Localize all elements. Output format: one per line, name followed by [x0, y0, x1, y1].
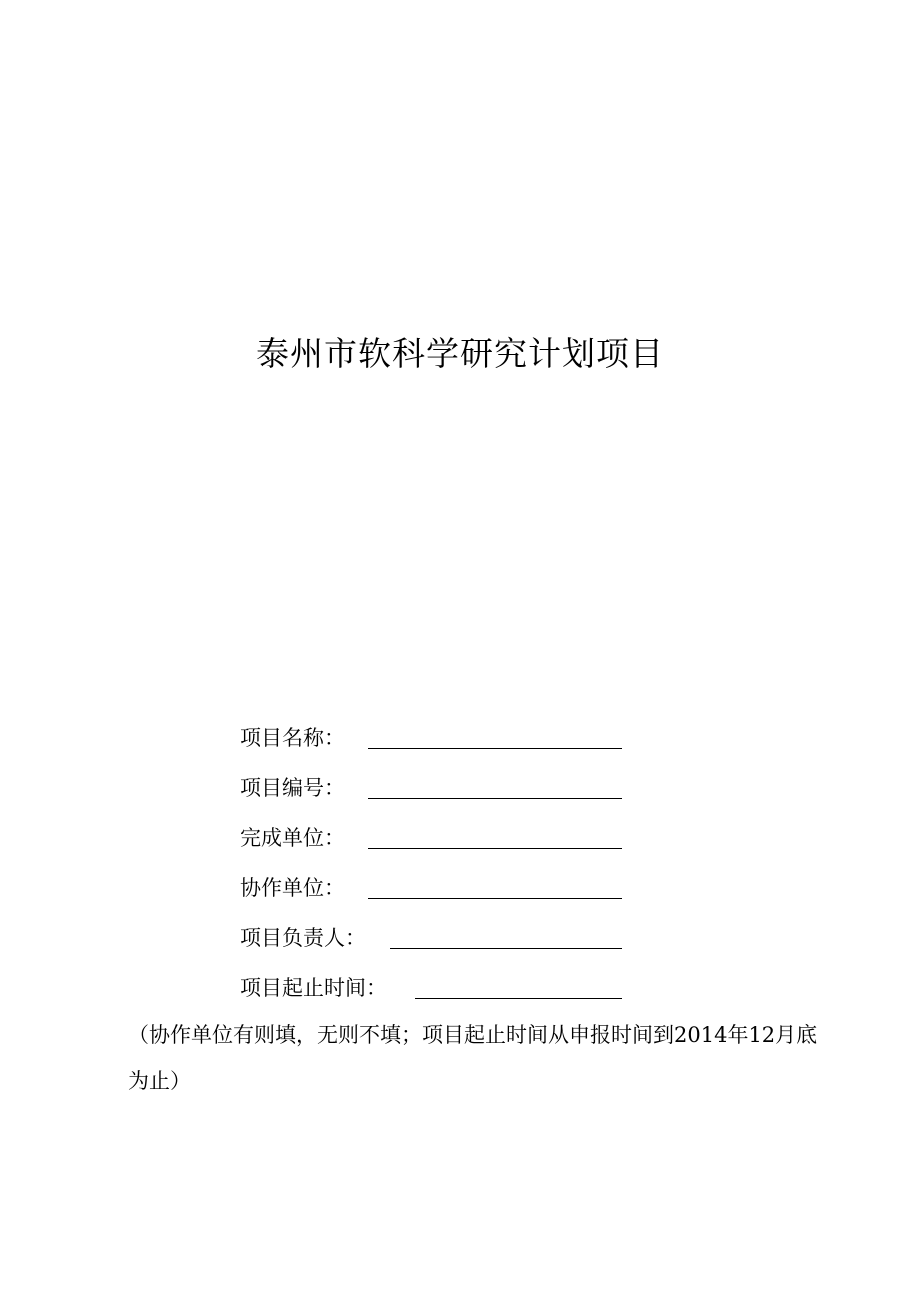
field-label: 完成单位： — [240, 826, 345, 850]
field-label: 协作单位： — [240, 876, 345, 900]
field-project-leader — [240, 918, 624, 952]
field-project-number — [240, 768, 624, 802]
field-project-name — [240, 718, 624, 752]
blank-line[interactable] — [415, 998, 622, 999]
blank-line[interactable] — [368, 898, 622, 899]
field-cooperating-unit — [240, 868, 624, 902]
field-label: 项目名称： — [240, 726, 345, 750]
blank-line[interactable] — [390, 948, 622, 949]
field-label: 项目负责人： — [240, 926, 366, 950]
document-title: 泰州市软科学研究计划项目 — [256, 334, 664, 373]
field-project-period — [240, 968, 624, 1002]
blank-line[interactable] — [368, 798, 622, 799]
field-label: 项目起止时间： — [240, 976, 387, 1000]
field-completing-unit — [240, 818, 624, 852]
blank-line[interactable] — [368, 748, 622, 749]
field-label: 项目编号： — [240, 776, 345, 800]
fill-in-note: （协作单位有则填，无则不填；项目起止时间从申报时间到2014年12月底为止） — [128, 1023, 818, 1093]
blank-line[interactable] — [368, 848, 622, 849]
